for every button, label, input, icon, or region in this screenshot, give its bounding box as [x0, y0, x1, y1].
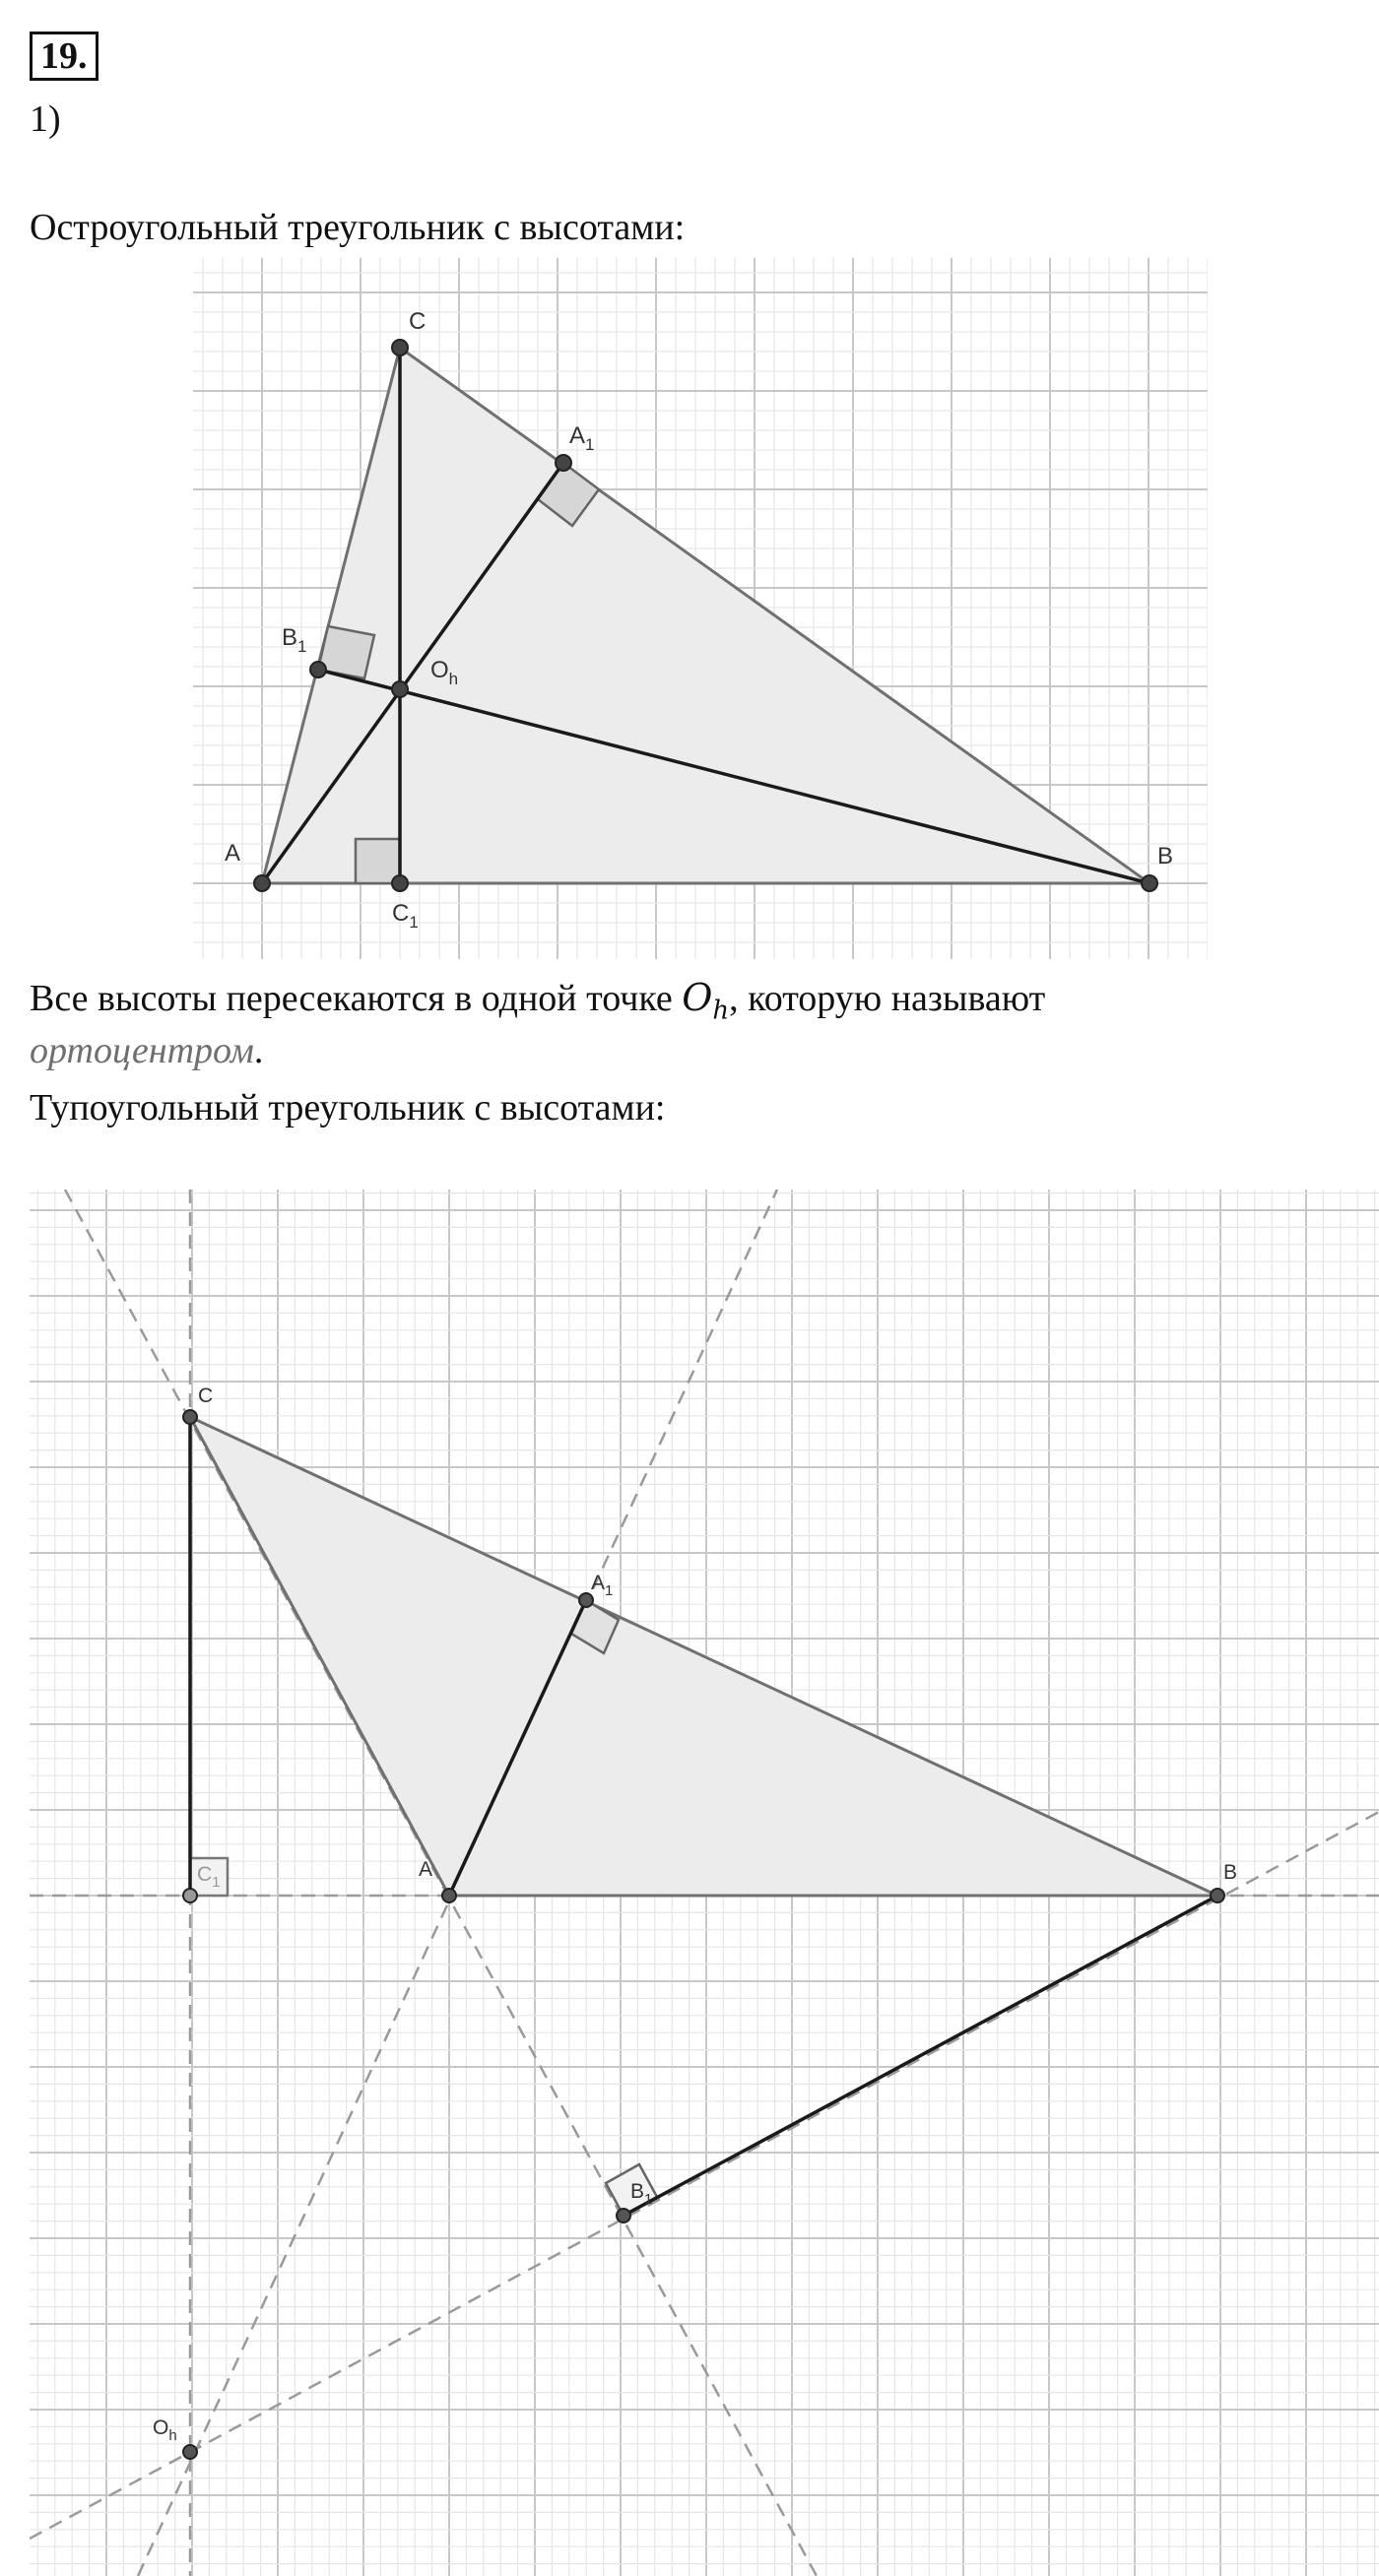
obtuse-caption: Тупоугольный треугольник с высотами: [30, 1087, 666, 1128]
label-b1: $B_1$ [282, 624, 307, 656]
point-a1 [556, 455, 571, 471]
point-oh-2 [183, 2445, 197, 2459]
problem-number: 19. [30, 32, 98, 81]
acute-caption: Остроугольный треугольник с высотами: [30, 207, 686, 248]
label-oh-2: $O_h$ [153, 2416, 177, 2444]
label-c: C [409, 308, 427, 335]
point-a [254, 875, 270, 891]
point-c1 [392, 875, 408, 891]
altitude-b-b1-2 [624, 1896, 1217, 2216]
label-b1-2: $B_1$ [630, 2180, 653, 2208]
right-angle-marker-c1 [356, 839, 400, 883]
label-a-2: A [419, 1858, 433, 1881]
point-c1-2 [183, 1889, 197, 1902]
line-oh-b1-b [30, 1812, 1379, 2539]
orthocenter-term-line: ортоцентром. [30, 1030, 264, 1071]
point-c [392, 340, 408, 355]
label-a1: $A_1$ [569, 422, 595, 454]
point-c-2 [183, 1410, 197, 1424]
orthocenter-term: ортоцентром [30, 1030, 254, 1071]
label-c-2: C [198, 1385, 214, 1407]
acute-triangle [262, 348, 1149, 883]
label-c1: $C_1$ [392, 900, 419, 932]
label-a1-2: $A_1$ [591, 1572, 614, 1599]
point-b [1142, 875, 1157, 891]
label-c1-2: $C_1$ [197, 1863, 221, 1891]
point-oh [392, 681, 408, 697]
point-b1-2 [617, 2209, 630, 2222]
label-oh: $O_h$ [430, 657, 459, 688]
point-b-2 [1211, 1889, 1224, 1902]
label-b-2: B [1223, 1861, 1238, 1884]
label-b: B [1157, 843, 1174, 869]
part-label: 1) [30, 98, 61, 140]
label-a: A [225, 840, 241, 867]
point-a1-2 [579, 1593, 593, 1607]
point-a-2 [442, 1889, 456, 1902]
statement-tail: , которую называют [729, 978, 1046, 1019]
statement-text: Все высоты пересекаются в одной точке [30, 978, 683, 1019]
point-b1 [310, 662, 326, 677]
orthocenter-symbol: $O_h$ [682, 976, 730, 1026]
